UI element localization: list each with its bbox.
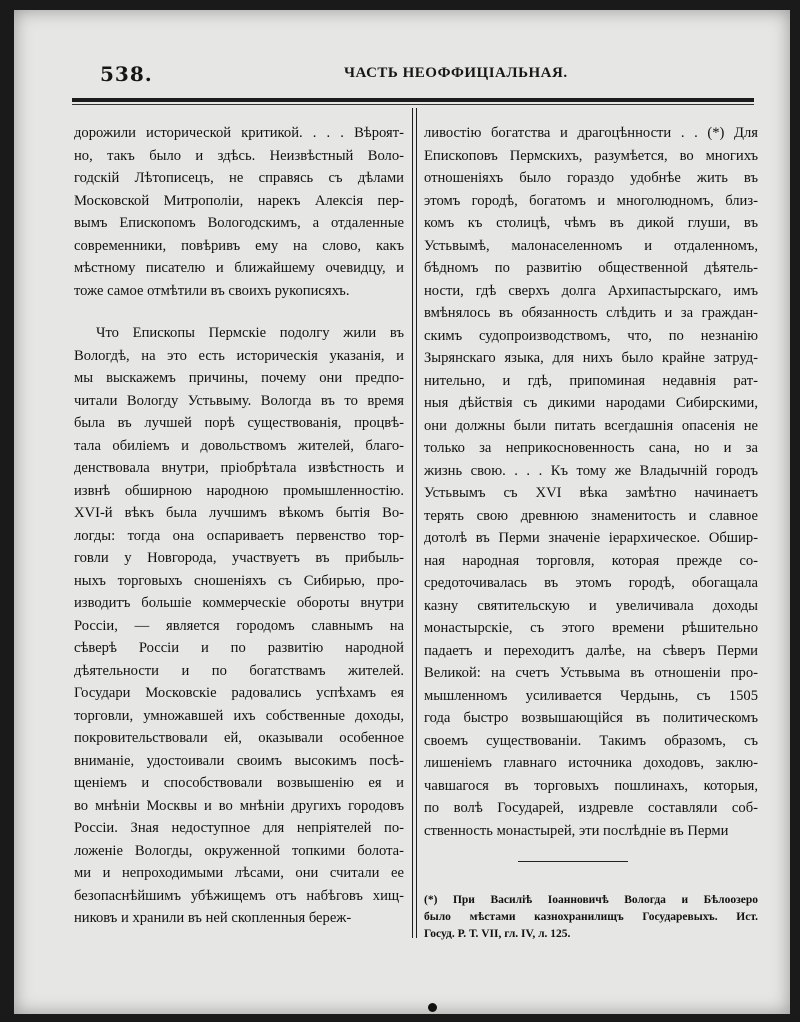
text-line: логды: тогда она оспариваетъ первенство тор- — [74, 527, 404, 544]
text-line: года быстро возвышающійся въ политическомъ — [424, 710, 758, 726]
right-column — [424, 122, 758, 842]
text-line: вниманіе, удостоивали своимъ высокимъ посѣ- — [74, 752, 404, 769]
text-line: годскій Лѣтописецъ, не справясь съ дѣлами — [74, 170, 404, 186]
text-line: современники, повѣривъ ему на слово, какъ — [74, 237, 404, 254]
text-line: этомъ городѣ, богатомъ и многолюдномъ, близ- — [424, 192, 758, 209]
text-line: XVI-й вѣкъ была лучшимъ вѣкомъ бытія Во- — [74, 505, 404, 521]
text-line: но, такъ было и здѣсь. Неизвѣстный Воло- — [74, 147, 404, 164]
text-line: дорожили исторической критикой. . . . Вѣроят- — [74, 125, 404, 141]
text-line: была въ лучшей порѣ существованія, процвѣ- — [74, 415, 404, 431]
footnote — [424, 892, 758, 943]
text-line: денствовала внутри, пріобрѣтала извѣстность и — [74, 460, 404, 476]
text-line: торговли, умножавшей ихъ собственные доходы, — [74, 707, 404, 724]
text-line: лишеніемъ главнаго источника доходовъ, заклю- — [424, 755, 758, 771]
text-line: Великой: на счетъ Устьвыма въ отношеніи про- — [424, 665, 758, 681]
text-line: мышленномъ усиливается Чердынь, съ 1505 — [424, 687, 758, 704]
text-line: покровительствовали ей, оказывали особенное — [74, 730, 404, 746]
document-page — [14, 10, 790, 1014]
running-title: ЧАСТЬ НЕОФФИЦІАЛЬНАЯ. — [344, 65, 568, 81]
text-line: отношеніяхъ было гораздо удобнѣе жить въ — [424, 170, 758, 186]
text-line: ныхъ торговыхъ сношеніяхъ съ Сибирью, про- — [74, 572, 404, 589]
text-line: жизнь свою. . . . Къ тому же Владычній городъ — [424, 462, 758, 479]
text-line: мѣстному писателю и ближайшему очевидцу, и — [74, 260, 404, 276]
header-rule-thick — [72, 98, 754, 102]
text-line: монастырскіе, съ этого времени рѣшительно — [424, 620, 758, 636]
text-line: тоже самое отмѣтили въ своихъ рукописяхъ. — [74, 282, 350, 299]
text-line: вымъ Епископомъ Вологодскимъ, а отдаленные — [74, 215, 404, 231]
text-line: ности, гдѣ сверхъ долга Архипастырскаго, имъ — [424, 282, 758, 299]
text-line: нительно, и гдѣ, припоминая недавнія рат- — [424, 372, 758, 389]
text-line: по волѣ Государей, издревле составляли соб- — [424, 800, 758, 816]
text-line: Государи Московскіе радовались успѣхамъ ея — [74, 685, 404, 701]
left-paragraph-1 — [74, 122, 404, 302]
text-line: Епископовъ Пермскихъ, разумѣется, во многихъ — [424, 147, 758, 164]
text-line: во мнѣніи Москвы и во мнѣніи другихъ городовъ — [74, 797, 404, 814]
right-paragraph-1 — [424, 122, 758, 842]
text-line: падаетъ и переходитъ далѣе, на сѣверъ Перми — [424, 642, 758, 659]
text-line: терять свою древнюю знаменитость и славное — [424, 507, 758, 524]
page-number: 538. — [100, 62, 153, 86]
text-line: скимъ судопроизводствомъ, что, по незнанію — [424, 327, 758, 344]
text-line: Россіи, — является городомъ славнымъ на — [74, 617, 404, 634]
text-line: средоточивалась въ этомъ городѣ, обогащала — [424, 575, 758, 591]
text-line: вмѣнялось въ обязанность слѣдить и за граждан- — [424, 305, 758, 321]
text-line: ная народная торговля, которая прежде со- — [424, 552, 758, 569]
text-line: дѣятельности и по богатствамъ жителей. — [74, 662, 404, 679]
column-divider — [412, 108, 413, 938]
text-line: щеніемъ и способствовали возвышенію ея и — [74, 775, 404, 791]
left-column — [74, 122, 404, 930]
footnote-line: было мѣстами казнохранилищъ Государевыхъ. Ист. — [424, 911, 758, 923]
text-line: безопаснѣйшимъ убѣжищемъ отъ набѣговъ хищ- — [74, 887, 404, 904]
text-line: Московской Митрополіи, нарекъ Алексія пер- — [74, 192, 404, 209]
column-divider-second — [416, 108, 417, 938]
text-line: своемъ существованіи. Такимъ образомъ, съ — [424, 732, 758, 749]
text-line: казну святительскую и увеличивала доходы — [424, 597, 758, 614]
text-line: никовъ и хранили въ ней скопленныя береж- — [74, 910, 352, 926]
page-header — [74, 62, 754, 92]
text-line: Вологдѣ, на это есть историческія указанія, и — [74, 347, 404, 364]
text-line: ми и непроходимыми лѣсами, они считали ее — [74, 865, 404, 881]
text-line: ныя дѣйствія съ дикими народами Сибирскими, — [424, 395, 758, 411]
ink-blot — [428, 1003, 437, 1012]
text-line: мы выскажемъ причины, почему они предпо- — [74, 370, 404, 386]
text-line: они должны были питать всегдашнія опасенія не — [424, 417, 758, 434]
text-line: Что Епископы Пермскіе подолгу жили въ — [96, 325, 404, 341]
text-line: бѣдномъ по развитію общественной дѣятель- — [424, 260, 758, 276]
text-line: чавшагося въ торговыхъ пошлинахъ, которыя, — [424, 777, 758, 794]
footnote-rule — [518, 861, 628, 862]
text-line: только за неприкосновенность сана, но и за — [424, 440, 758, 456]
footnote-line: (*) При Василіѣ Іоанновичѣ Вологда и Бѣлоозеро — [424, 894, 758, 906]
text-line: ственность монастырей, эти послѣдніе въ Перми — [424, 822, 729, 839]
text-line: тала обиліемъ и довольствомъ жителей, благо- — [74, 437, 404, 454]
text-line: комъ къ столицѣ, чѣмъ въ дикой глуши, въ — [424, 215, 758, 231]
text-line: сѣверѣ Россіи и по развитію народной — [74, 640, 404, 656]
text-line: Устьвымѣ, малонаселенномъ и отдаленномъ, — [424, 237, 758, 254]
text-line: дотолѣ въ Перми значеніе іерархическое. Обшир- — [424, 530, 758, 546]
text-line: извнѣ обширною народною промышленностію. — [74, 482, 404, 499]
text-line: Зырянскаго языка, для нихъ было крайне затруд- — [424, 350, 758, 366]
text-line: читали Вологду Устьвыму. Вологда въ то время — [74, 392, 404, 409]
text-line: Устьвымъ съ XVI вѣка замѣтно начинаетъ — [424, 485, 758, 501]
text-line: изводитъ большіе коммерческіе обороты внутри — [74, 595, 404, 611]
text-line: говли у Новгорода, участвуетъ въ прибыль- — [74, 550, 404, 566]
text-line: ложеніе Вологды, окруженной топкими болота- — [74, 842, 404, 859]
text-line: ливостію богатства и драгоцѣнности . . (*) Для — [424, 125, 758, 141]
header-rule-thin — [72, 104, 754, 105]
text-line: Россіи. Зная недоступное для непріятелей по- — [74, 820, 404, 836]
footnote-line: Госуд. Р. Т. VII, гл. IV, л. 125. — [424, 928, 571, 940]
left-paragraph-2 — [74, 322, 404, 930]
